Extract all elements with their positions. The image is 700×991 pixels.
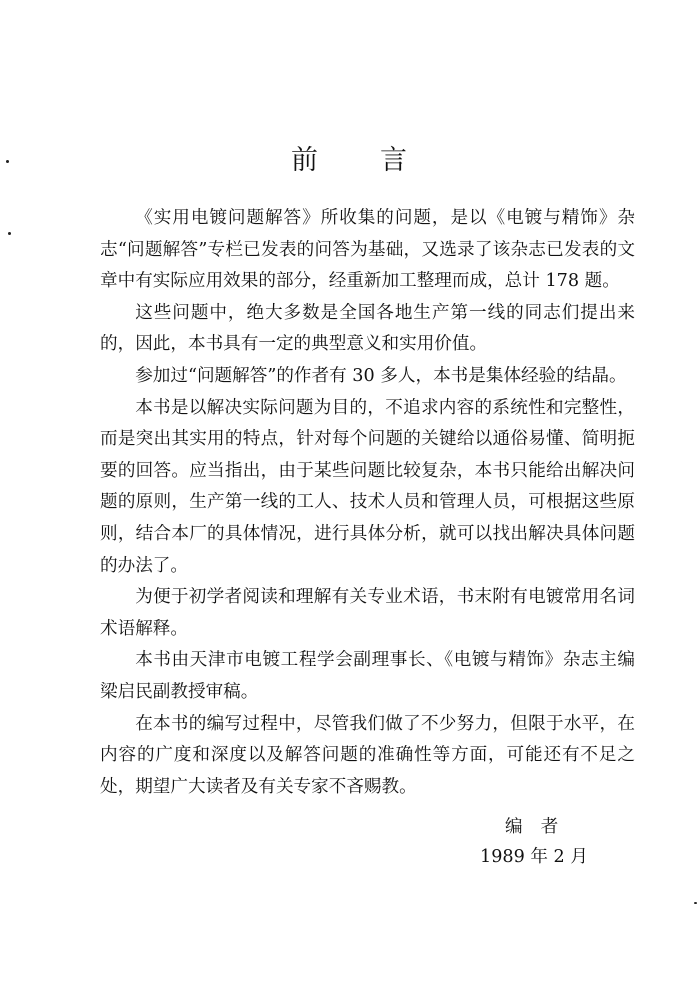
- paragraph-1: 《实用电镀问题解答》所收集的问题，是以《电镀与精饰》杂志“问题解答”专栏已发表的问答为基础，又选录了该杂志已发表的文章中有实际应用效果的部分，经重新加工整理而成，总计 178 题。: [100, 208, 635, 292]
- paragraph-7: 在本书的编写过程中，尽管我们做了不少努力，但限于水平，在内容的广度和深度以及解答问题的准确性等方面，可能还有不足之处，期望广大读者及有关专家不吝赐教。: [100, 713, 635, 797]
- scan-speck: [6, 160, 9, 163]
- page-title: [0, 138, 700, 177]
- title-char-1: 前: [291, 145, 320, 176]
- paragraph-2: 这些问题中，绝大多数是全国各地生产第一线的同志们提出来的，因此，本书具有一定的典型意义和实用价值。: [100, 302, 635, 355]
- paragraph-5: 为便于初学者阅读和理解有关专业术语，书末附有电镀常用名词术语解释。: [100, 587, 635, 639]
- scan-speck: [8, 232, 11, 235]
- paragraph-3: 参加过“问题解答”的作者有 30 多人，本书是集体经验的结晶。: [135, 365, 627, 386]
- signature-date: 1989 年 2 月: [480, 847, 588, 867]
- preface-body: [100, 203, 635, 803]
- title-char-2: 言: [380, 145, 409, 176]
- signature-author: 编者: [505, 817, 577, 837]
- paragraph-4: 本书是以解决实际问题为目的，不追求内容的系统性和完整性，而是突出其实用的特点，针对每个问题的关键给以通俗易懂、简明扼要的回答。应当指出，由于某些问题比较复杂，本书只能给出解决问题的原则，生产第一线的工人、技术人员和管理人员，可根据这些原则，结合本厂的具体情况，进行具体分析，就可以找出解决具体问题的办法了。: [100, 397, 635, 576]
- scan-speck: [694, 902, 697, 904]
- paragraph-6: 本书由天津市电镀工程学会副理事长、《电镀与精饰》杂志主编梁启民副教授审稿。: [100, 650, 635, 702]
